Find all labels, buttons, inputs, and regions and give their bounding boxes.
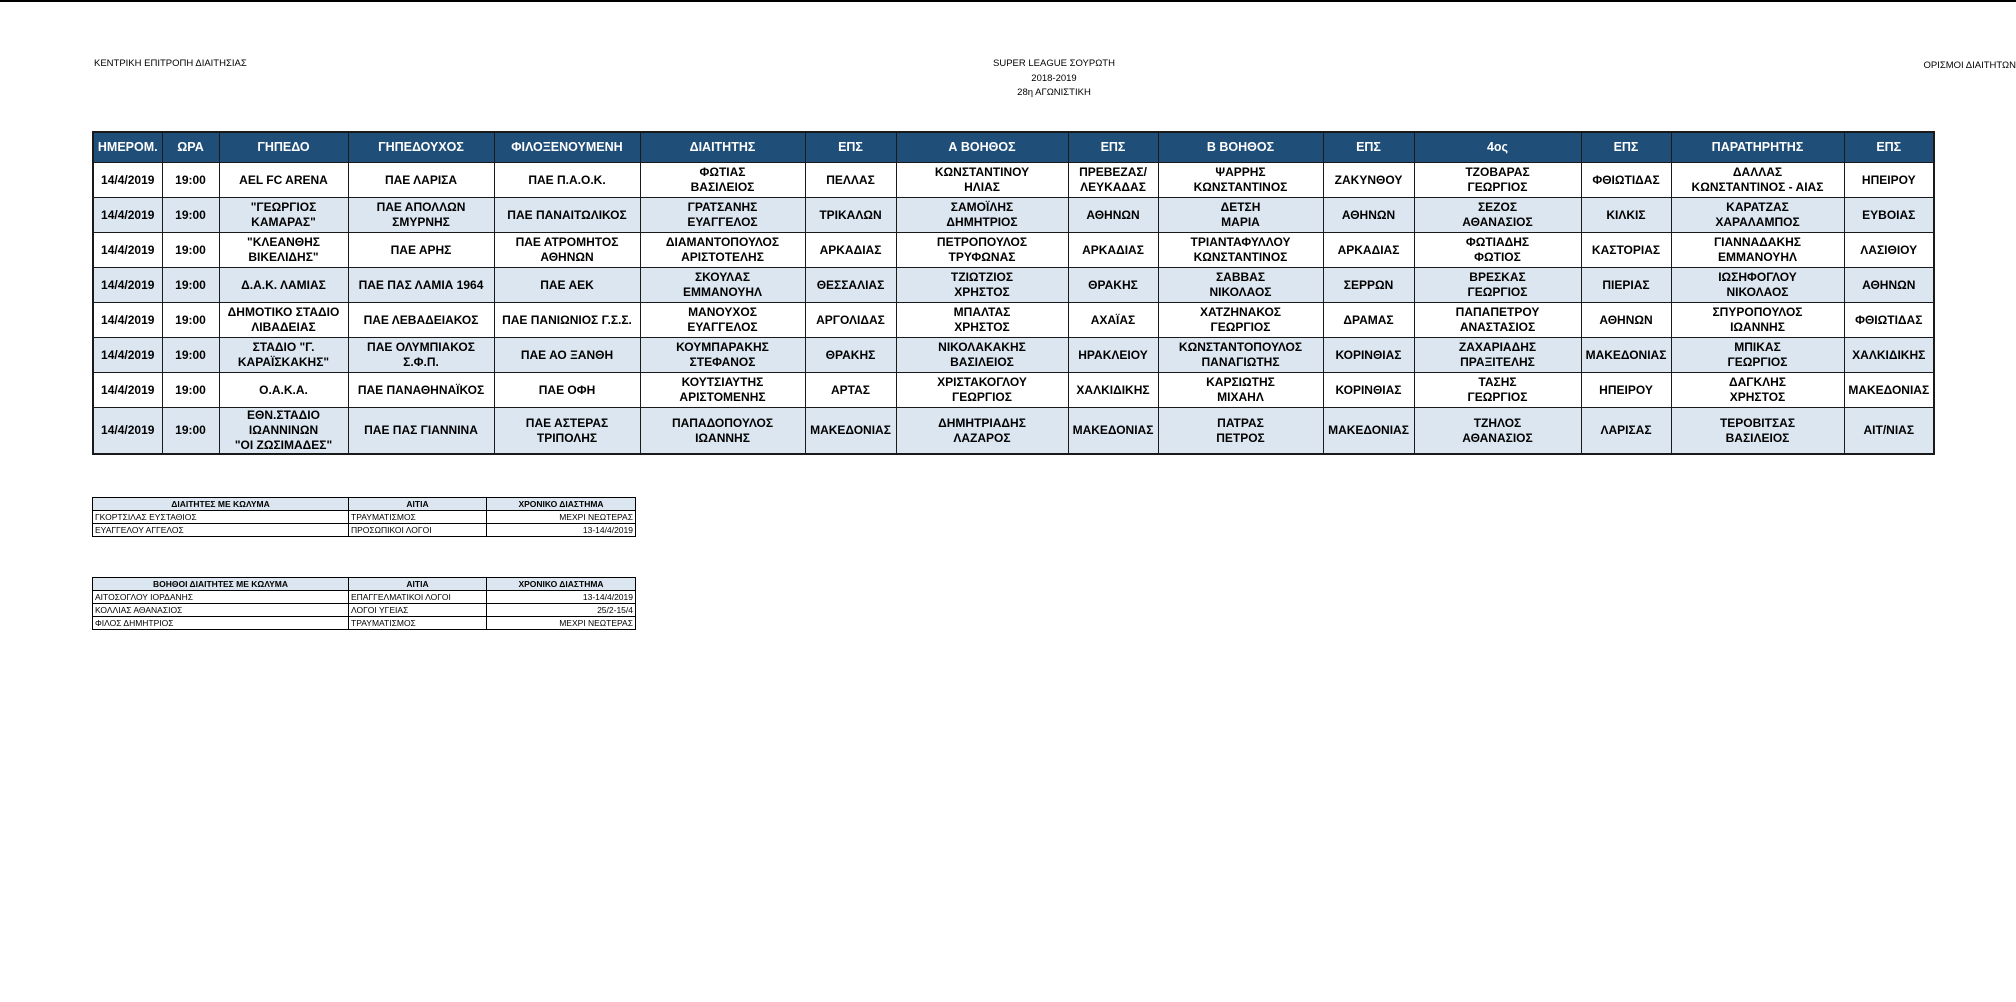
table-row: [93, 163, 1934, 198]
cell-referee: ΜΑΝΟΥΧΟΣ ΕΥΑΓΓΕΛΟΣ: [640, 303, 805, 338]
cell-name: ΓΚΟΡΤΣΙΛΑΣ ΕΥΣΤΑΘΙΟΣ: [93, 511, 349, 524]
table-row: [93, 408, 1934, 455]
cell-reason: ΤΡΑΥΜΑΤΙΣΜΟΣ: [349, 511, 487, 524]
cell-fourth-official: ΤΑΣΗΣ ΓΕΩΡΓΙΟΣ: [1414, 373, 1581, 408]
header-row: [93, 498, 636, 511]
col-period: ΧΡΟΝΙΚΟ ΔΙΑΣΤΗΜΑ: [487, 498, 636, 511]
cell-fourth-official-eps: ΜΑΚΕΔΟΝΙΑΣ: [1581, 338, 1671, 373]
cell-assistant-a-eps: ΑΡΚΑΔΙΑΣ: [1068, 233, 1158, 268]
cell-away-team: ΠΑΕ ΟΦΗ: [494, 373, 640, 408]
cell-assistant-b-eps: ΣΕΡΡΩΝ: [1323, 268, 1414, 303]
cell-fourth-official: ΠΑΠΑΠΕΤΡΟΥ ΑΝΑΣΤΑΣΙΟΣ: [1414, 303, 1581, 338]
cell-assistant-a-eps: ΧΑΛΚΙΔΙΚΗΣ: [1068, 373, 1158, 408]
top-border-line: [0, 0, 2016, 2]
cell-home-team: ΠΑΕ ΠΑΝΑΘΗΝΑΪΚΟΣ: [348, 373, 494, 408]
cell-time: 19:00: [162, 303, 219, 338]
cell-stadium: ΣΤΑΔΙΟ "Γ. ΚΑΡΑΪΣΚΑΚΗΣ": [219, 338, 348, 373]
cell-home-team: ΠΑΕ ΛΕΒΑΔΕΙΑΚΟΣ: [348, 303, 494, 338]
cell-fourth-official-eps: ΠΙΕΡΙΑΣ: [1581, 268, 1671, 303]
cell-fourth-official: ΤΖΟΒΑΡΑΣ ΓΕΩΡΓΙΟΣ: [1414, 163, 1581, 198]
cell-assistant-a-eps: ΑΧΑΪΑΣ: [1068, 303, 1158, 338]
season: 2018-2019: [1031, 72, 1077, 84]
matchday: 28η ΑΓΩΝΙΣΤΙΚΗ: [1017, 87, 1091, 98]
cell-assistant-a-eps: ΗΡΑΚΛΕΙΟΥ: [1068, 338, 1158, 373]
cell-assistant-a: ΤΖΙΩΤΖΙΟΣ ΧΡΗΣΤΟΣ: [896, 268, 1068, 303]
cell-date: 14/4/2019: [93, 338, 162, 373]
cell-referee-eps: ΤΡΙΚΑΛΩΝ: [805, 198, 896, 233]
referee-assignments-table: [92, 131, 1935, 455]
cell-stadium: "ΓΕΩΡΓΙΟΣ ΚΑΜΑΡΑΣ": [219, 198, 348, 233]
cell-assistant-b: ΣΑΒΒΑΣ ΝΙΚΟΛΑΟΣ: [1158, 268, 1323, 303]
cell-away-team: ΠΑΕ ΑΟ ΞΑΝΘΗ: [494, 338, 640, 373]
col-home-team: ΓΗΠΕΔΟΥΧΟΣ: [348, 132, 494, 163]
cell-stadium: ΔΗΜΟΤΙΚΟ ΣΤΑΔΙΟ ΛΙΒΑΔΕΙΑΣ: [219, 303, 348, 338]
cell-assistant-a: ΝΙΚΟΛΑΚΑΚΗΣ ΒΑΣΙΛΕΙΟΣ: [896, 338, 1068, 373]
cell-away-team: ΠΑΕ Π.Α.Ο.Κ.: [494, 163, 640, 198]
cell-stadium: Δ.Α.Κ. ΛΑΜΙΑΣ: [219, 268, 348, 303]
cell-assistant-b: ΚΑΡΣΙΩΤΗΣ ΜΙΧΑΗΛ: [1158, 373, 1323, 408]
cell-home-team: ΠΑΕ ΑΠΟΛΛΩΝ ΣΜΥΡΝΗΣ: [348, 198, 494, 233]
cell-assistant-b: ΚΩΝΣΤΑΝΤΟΠΟΥΛΟΣ ΠΑΝΑΓΙΩΤΗΣ: [1158, 338, 1323, 373]
cell-date: 14/4/2019: [93, 408, 162, 455]
cell-referee-eps: ΑΡΤΑΣ: [805, 373, 896, 408]
cell-period: ΜΕΧΡΙ ΝΕΩΤΕΡΑΣ: [487, 511, 636, 524]
cell-referee-eps: ΑΡΚΑΔΙΑΣ: [805, 233, 896, 268]
cell-fourth-official-eps: ΛΑΡΙΣΑΣ: [1581, 408, 1671, 455]
cell-assistant-a: ΜΠΑΛΤΑΣ ΧΡΗΣΤΟΣ: [896, 303, 1068, 338]
col-observer: ΠΑΡΑΤΗΡΗΤΗΣ: [1671, 132, 1844, 163]
cell-home-team: ΠΑΕ ΠΑΣ ΛΑΜΙΑ 1964: [348, 268, 494, 303]
cell-referee: ΓΡΑΤΣΑΝΗΣ ΕΥΑΓΓΕΛΟΣ: [640, 198, 805, 233]
cell-observer: ΓΙΑΝΝΑΔΑΚΗΣ ΕΜΜΑΝΟΥΗΛ: [1671, 233, 1844, 268]
cell-referee: ΣΚΟΥΛΑΣ ΕΜΜΑΝΟΥΗΛ: [640, 268, 805, 303]
col-assistant-a-eps: ΕΠΣ: [1068, 132, 1158, 163]
cell-away-team: ΠΑΕ ΑΕΚ: [494, 268, 640, 303]
cell-assistant-b-eps: ΑΡΚΑΔΙΑΣ: [1323, 233, 1414, 268]
cell-observer: ΤΕΡΟΒΙΤΣΑΣ ΒΑΣΙΛΕΙΟΣ: [1671, 408, 1844, 455]
table-row: [93, 617, 636, 630]
cell-assistant-b-eps: ΚΟΡΙΝΘΙΑΣ: [1323, 373, 1414, 408]
cell-name: ΑΙΤΟΣΟΓΛΟΥ ΙΟΡΔΑΝΗΣ: [93, 591, 349, 604]
cell-reason: ΕΠΑΓΓΕΛΜΑΤΙΚΟΙ ΛΟΓΟΙ: [349, 591, 487, 604]
cell-assistant-b-eps: ΜΑΚΕΔΟΝΙΑΣ: [1323, 408, 1414, 455]
cell-observer-eps: ΑΙΤ/ΝΙΑΣ: [1844, 408, 1934, 455]
cell-time: 19:00: [162, 233, 219, 268]
cell-reason: ΠΡΟΣΩΠΙΚΟΙ ΛΟΓΟΙ: [349, 524, 487, 537]
col-referee-eps: ΕΠΣ: [805, 132, 896, 163]
cell-fourth-official-eps: ΚΙΛΚΙΣ: [1581, 198, 1671, 233]
cell-time: 19:00: [162, 163, 219, 198]
cell-referee-eps: ΜΑΚΕΔΟΝΙΑΣ: [805, 408, 896, 455]
cell-assistant-b-eps: ΔΡΑΜΑΣ: [1323, 303, 1414, 338]
cell-assistant-a-eps: ΜΑΚΕΔΟΝΙΑΣ: [1068, 408, 1158, 455]
col-away-team: ΦΙΛΟΞΕΝΟΥΜΕΝΗ: [494, 132, 640, 163]
cell-assistant-a: ΚΩΝΣΤΑΝΤΙΝΟΥ ΗΛΙΑΣ: [896, 163, 1068, 198]
table-row: [93, 591, 636, 604]
cell-home-team: ΠΑΕ ΠΑΣ ΓΙΑΝΝΙΝΑ: [348, 408, 494, 455]
cell-date: 14/4/2019: [93, 198, 162, 233]
cell-observer: ΣΠΥΡΟΠΟΥΛΟΣ ΙΩΑΝΝΗΣ: [1671, 303, 1844, 338]
cell-observer-eps: ΕΥΒΟΙΑΣ: [1844, 198, 1934, 233]
referees-blocked-table: [92, 497, 636, 537]
cell-date: 14/4/2019: [93, 303, 162, 338]
col-fourth-official-eps: ΕΠΣ: [1581, 132, 1671, 163]
col-date: ΗΜΕΡΟΜ.: [93, 132, 162, 163]
cell-fourth-official: ΒΡΕΣΚΑΣ ΓΕΩΡΓΙΟΣ: [1414, 268, 1581, 303]
cell-reason: ΛΟΓΟΙ ΥΓΕΙΑΣ: [349, 604, 487, 617]
cell-observer: ΔΑΛΛΑΣ ΚΩΝΣΤΑΝΤΙΝΟΣ - ΑΙΑΣ: [1671, 163, 1844, 198]
cell-assistant-a-eps: ΑΘΗΝΩΝ: [1068, 198, 1158, 233]
cell-away-team: ΠΑΕ ΠΑΝΙΩΝΙΟΣ Γ.Σ.Σ.: [494, 303, 640, 338]
cell-name: ΕΥΑΓΓΕΛΟΥ ΑΓΓΕΛΟΣ: [93, 524, 349, 537]
cell-home-team: ΠΑΕ ΛΑΡΙΣΑ: [348, 163, 494, 198]
cell-date: 14/4/2019: [93, 163, 162, 198]
table-row: [93, 604, 636, 617]
cell-fourth-official-eps: ΚΑΣΤΟΡΙΑΣ: [1581, 233, 1671, 268]
col-reason: ΑΙΤΙΑ: [349, 498, 487, 511]
league-name: SUPER LEAGUE ΣΟΥΡΩΤΗ: [993, 58, 1115, 69]
cell-stadium: Ο.Α.Κ.Α.: [219, 373, 348, 408]
table-row: [93, 338, 1934, 373]
cell-fourth-official: ΣΕΖΟΣ ΑΘΑΝΑΣΙΟΣ: [1414, 198, 1581, 233]
cell-fourth-official: ΦΩΤΙΑΔΗΣ ΦΩΤΙΟΣ: [1414, 233, 1581, 268]
cell-fourth-official: ΖΑΧΑΡΙΑΔΗΣ ΠΡΑΞΙΤΕΛΗΣ: [1414, 338, 1581, 373]
cell-date: 14/4/2019: [93, 233, 162, 268]
cell-period: 13-14/4/2019: [487, 591, 636, 604]
cell-time: 19:00: [162, 408, 219, 455]
cell-referee: ΦΩΤΙΑΣ ΒΑΣΙΛΕΙΟΣ: [640, 163, 805, 198]
col-referee-blocked: ΔΙΑΙΤΗΤΕΣ ΜΕ ΚΩΛΥΜΑ: [93, 498, 349, 511]
cell-assistant-b-eps: ΖΑΚΥΝΘΟΥ: [1323, 163, 1414, 198]
cell-assistant-b: ΤΡΙΑΝΤΑΦΥΛΛΟΥ ΚΩΝΣΤΑΝΤΙΝΟΣ: [1158, 233, 1323, 268]
cell-referee: ΔΙΑΜΑΝΤΟΠΟΥΛΟΣ ΑΡΙΣΤΟΤΕΛΗΣ: [640, 233, 805, 268]
header-row: [93, 578, 636, 591]
cell-referee: ΚΟΥΤΣΙΑΥΤΗΣ ΑΡΙΣΤΟΜΕΝΗΣ: [640, 373, 805, 408]
header-row: [93, 132, 1934, 163]
cell-observer: ΙΩΣΗΦΟΓΛΟΥ ΝΙΚΟΛΑΟΣ: [1671, 268, 1844, 303]
cell-time: 19:00: [162, 338, 219, 373]
cell-assistant-a: ΣΑΜΟΪΛΗΣ ΔΗΜΗΤΡΙΟΣ: [896, 198, 1068, 233]
cell-assistant-b: ΨΑΡΡΗΣ ΚΩΝΣΤΑΝΤΙΝΟΣ: [1158, 163, 1323, 198]
cell-observer: ΔΑΓΚΛΗΣ ΧΡΗΣΤΟΣ: [1671, 373, 1844, 408]
cell-observer-eps: ΜΑΚΕΔΟΝΙΑΣ: [1844, 373, 1934, 408]
cell-home-team: ΠΑΕ ΑΡΗΣ: [348, 233, 494, 268]
cell-observer: ΚΑΡΑΤΖΑΣ ΧΑΡΑΛΑΜΠΟΣ: [1671, 198, 1844, 233]
cell-fourth-official: ΤΖΗΛΟΣ ΑΘΑΝΑΣΙΟΣ: [1414, 408, 1581, 455]
document-type: ΟΡΙΣΜΟΙ ΔΙΑΙΤΗΤΩΝ: [1923, 60, 2016, 71]
cell-referee: ΠΑΠΑΔΟΠΟΥΛΟΣ ΙΩΑΝΝΗΣ: [640, 408, 805, 455]
table-row: [93, 268, 1934, 303]
col-period: ΧΡΟΝΙΚΟ ΔΙΑΣΤΗΜΑ: [487, 578, 636, 591]
cell-observer-eps: ΦΘΙΩΤΙΔΑΣ: [1844, 303, 1934, 338]
table-row: [93, 303, 1934, 338]
committee-name: ΚΕΝΤΡΙΚΗ ΕΠΙΤΡΟΠΗ ΔΙΑΙΤΗΣΙΑΣ: [94, 58, 247, 69]
cell-observer-eps: ΑΘΗΝΩΝ: [1844, 268, 1934, 303]
cell-name: ΚΟΛΛΙΑΣ ΑΘΑΝΑΣΙΟΣ: [93, 604, 349, 617]
cell-time: 19:00: [162, 268, 219, 303]
cell-assistant-b-eps: ΑΘΗΝΩΝ: [1323, 198, 1414, 233]
cell-assistant-b-eps: ΚΟΡΙΝΘΙΑΣ: [1323, 338, 1414, 373]
cell-assistant-a: ΠΕΤΡΟΠΟΥΛΟΣ ΤΡΥΦΩΝΑΣ: [896, 233, 1068, 268]
table-row: [93, 233, 1934, 268]
cell-stadium: ΕΘΝ.ΣΤΑΔΙΟ ΙΩΑΝΝΙΝΩΝ "ΟΙ ΖΩΣΙΜΑΔΕΣ": [219, 408, 348, 455]
cell-time: 19:00: [162, 198, 219, 233]
cell-referee: ΚΟΥΜΠΑΡΑΚΗΣ ΣΤΕΦΑΝΟΣ: [640, 338, 805, 373]
assistants-blocked-table: [92, 577, 636, 630]
cell-reason: ΤΡΑΥΜΑΤΙΣΜΟΣ: [349, 617, 487, 630]
table-row: [93, 524, 636, 537]
cell-fourth-official-eps: ΗΠΕΙΡΟΥ: [1581, 373, 1671, 408]
col-referee: ΔΙΑΙΤΗΤΗΣ: [640, 132, 805, 163]
cell-stadium: "ΚΛΕΑΝΘΗΣ ΒΙΚΕΛΙΔΗΣ": [219, 233, 348, 268]
cell-assistant-b: ΔΕΤΣΗ ΜΑΡΙΑ: [1158, 198, 1323, 233]
cell-referee-eps: ΑΡΓΟΛΙΔΑΣ: [805, 303, 896, 338]
cell-assistant-b: ΧΑΤΖΗΝΑΚΟΣ ΓΕΩΡΓΙΟΣ: [1158, 303, 1323, 338]
cell-observer-eps: ΛΑΣΙΘΙΟΥ: [1844, 233, 1934, 268]
cell-name: ΦΙΛΟΣ ΔΗΜΗΤΡΙΟΣ: [93, 617, 349, 630]
cell-home-team: ΠΑΕ ΟΛΥΜΠΙΑΚΟΣ Σ.Φ.Π.: [348, 338, 494, 373]
cell-referee-eps: ΘΡΑΚΗΣ: [805, 338, 896, 373]
table-row: [93, 373, 1934, 408]
table-row: [93, 198, 1934, 233]
cell-assistant-a-eps: ΠΡΕΒΕΖΑΣ/ ΛΕΥΚΑΔΑΣ: [1068, 163, 1158, 198]
col-stadium: ΓΗΠΕΔΟ: [219, 132, 348, 163]
cell-away-team: ΠΑΕ ΠΑΝΑΙΤΩΛΙΚΟΣ: [494, 198, 640, 233]
cell-time: 19:00: [162, 373, 219, 408]
col-assistant-blocked: ΒΟΗΘΟΙ ΔΙΑΙΤΗΤΕΣ ΜΕ ΚΩΛΥΜΑ: [93, 578, 349, 591]
cell-fourth-official-eps: ΑΘΗΝΩΝ: [1581, 303, 1671, 338]
cell-date: 14/4/2019: [93, 373, 162, 408]
cell-date: 14/4/2019: [93, 268, 162, 303]
cell-away-team: ΠΑΕ ΑΤΡΟΜΗΤΟΣ ΑΘΗΝΩΝ: [494, 233, 640, 268]
cell-away-team: ΠΑΕ ΑΣΤΕΡΑΣ ΤΡΙΠΟΛΗΣ: [494, 408, 640, 455]
cell-assistant-a-eps: ΘΡΑΚΗΣ: [1068, 268, 1158, 303]
table-row: [93, 511, 636, 524]
cell-assistant-a: ΔΗΜΗΤΡΙΑΔΗΣ ΛΑΖΑΡΟΣ: [896, 408, 1068, 455]
col-reason: ΑΙΤΙΑ: [349, 578, 487, 591]
cell-assistant-b: ΠΑΤΡΑΣ ΠΕΤΡΟΣ: [1158, 408, 1323, 455]
cell-period: 13-14/4/2019: [487, 524, 636, 537]
cell-stadium: AEL FC ARENA: [219, 163, 348, 198]
col-time: ΩΡΑ: [162, 132, 219, 163]
col-assistant-b: Β ΒΟΗΘΟΣ: [1158, 132, 1323, 163]
col-assistant-a: Α ΒΟΗΘΟΣ: [896, 132, 1068, 163]
cell-referee-eps: ΠΕΛΛΑΣ: [805, 163, 896, 198]
cell-observer-eps: ΧΑΛΚΙΔΙΚΗΣ: [1844, 338, 1934, 373]
cell-assistant-a: ΧΡΙΣΤΑΚΟΓΛΟΥ ΓΕΩΡΓΙΟΣ: [896, 373, 1068, 408]
cell-observer: ΜΠΙΚΑΣ ΓΕΩΡΓΙΟΣ: [1671, 338, 1844, 373]
col-fourth-official: 4ος: [1414, 132, 1581, 163]
col-assistant-b-eps: ΕΠΣ: [1323, 132, 1414, 163]
cell-period: ΜΕΧΡΙ ΝΕΩΤΕΡΑΣ: [487, 617, 636, 630]
col-observer-eps: ΕΠΣ: [1844, 132, 1934, 163]
cell-fourth-official-eps: ΦΘΙΩΤΙΔΑΣ: [1581, 163, 1671, 198]
cell-referee-eps: ΘΕΣΣΑΛΙΑΣ: [805, 268, 896, 303]
cell-period: 25/2-15/4: [487, 604, 636, 617]
cell-observer-eps: ΗΠΕΙΡΟΥ: [1844, 163, 1934, 198]
document-title: [954, 57, 1154, 101]
